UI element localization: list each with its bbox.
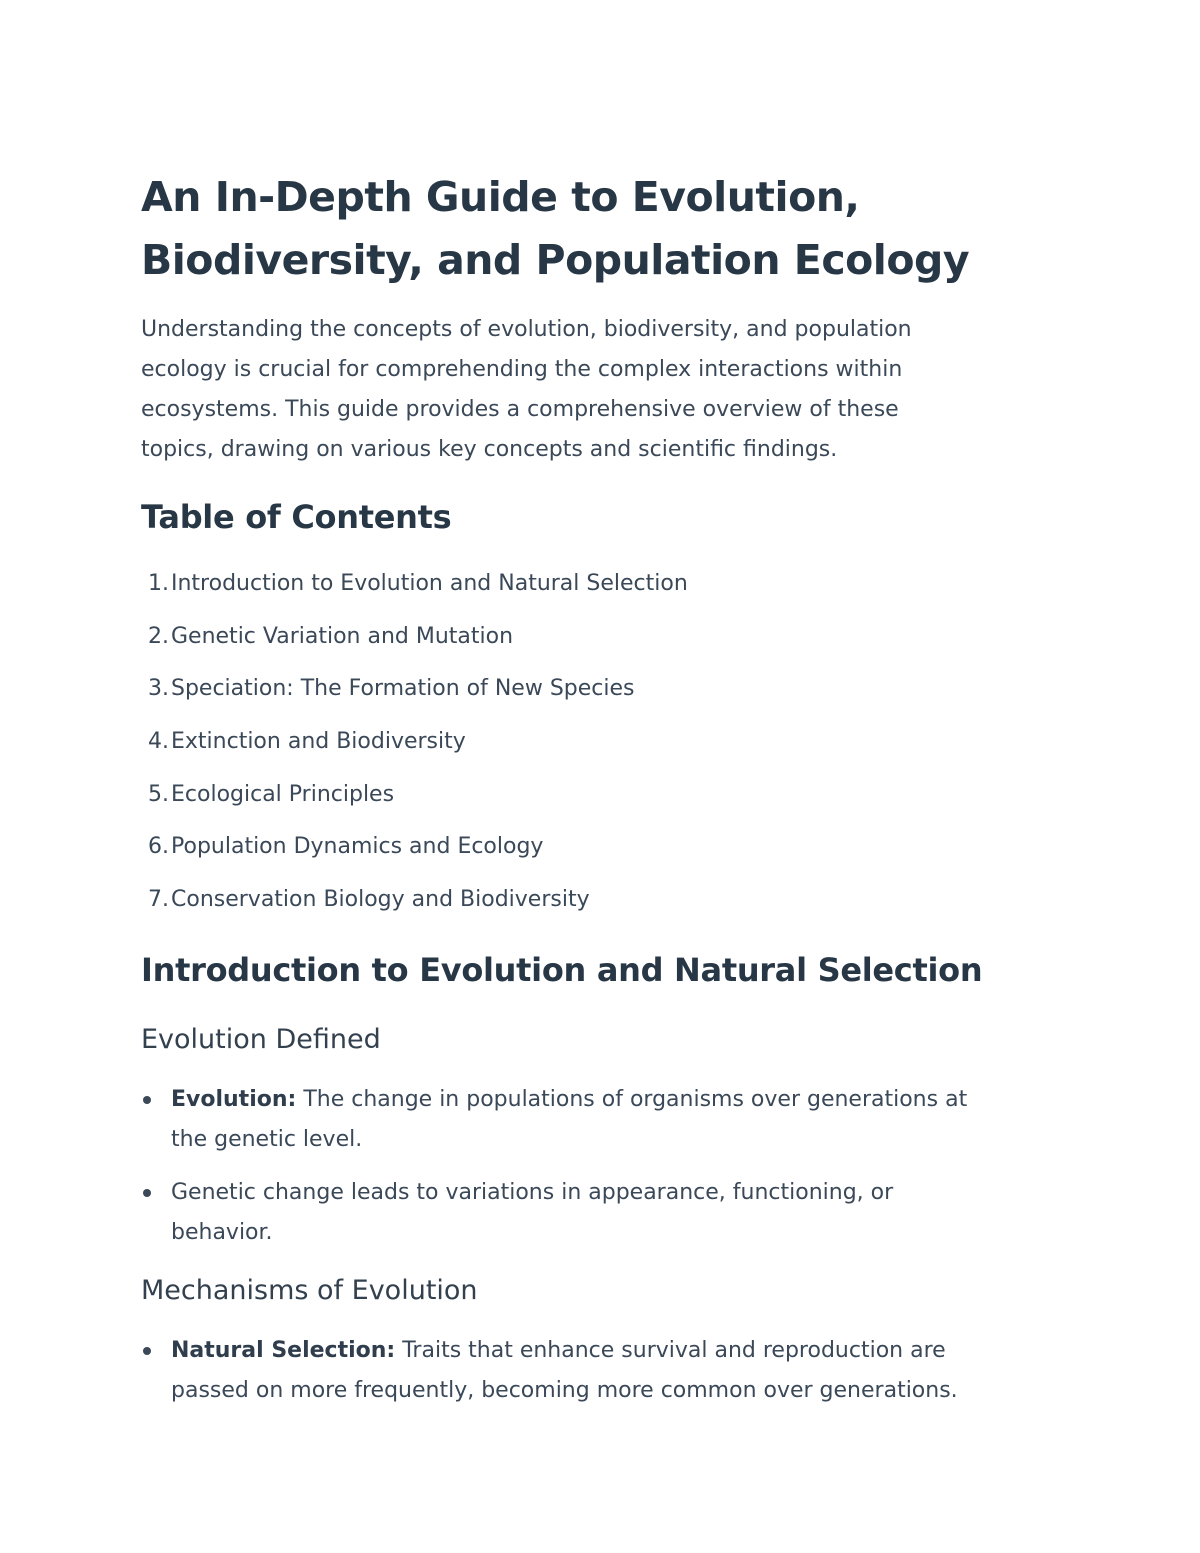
toc-item-label: Conservation Biology and Biodiversity <box>171 887 590 913</box>
subsection-heading: Mechanisms of Evolution <box>141 1275 478 1306</box>
section-heading: Introduction to Evolution and Natural Selection <box>141 951 983 989</box>
toc-item-label: Speciation: The Formation of New Species <box>171 676 635 702</box>
bullet-term: Evolution: <box>171 1087 297 1112</box>
intro-line-1: Understanding the concepts of evolution, biodiversity, and population <box>141 317 912 342</box>
toc-item-number: 2. <box>148 623 169 649</box>
bullet-term: Natural Selection: <box>171 1338 396 1363</box>
bullet-line-2: behavior. <box>171 1220 273 1245</box>
toc-item-number: 3. <box>148 676 169 702</box>
intro-line-3: ecosystems. This guide provides a comprehensive overview of these <box>141 397 899 422</box>
title-line-2: Biodiversity, and Population Ecology <box>141 236 970 284</box>
toc-item-number: 1. <box>148 571 169 596</box>
intro-line-4: topics, drawing on various key concepts and scientific findings. <box>141 437 838 462</box>
bullet-icon <box>143 1347 151 1355</box>
bullet-line-1: Genetic change leads to variations in appearance, functioning, or <box>171 1180 894 1205</box>
bullet-icon <box>143 1189 151 1197</box>
bullet-line-2: passed on more frequently, becoming more common over generations. <box>171 1378 958 1403</box>
toc-item <box>141 827 688 880</box>
document-title <box>141 166 1061 292</box>
list-item <box>141 1080 1061 1160</box>
bullet-line-1 <box>171 1080 1061 1120</box>
toc-item-number: 5. <box>148 781 169 807</box>
title-line-1: An In-Depth Guide to Evolution, <box>141 173 860 221</box>
toc-item <box>141 775 688 828</box>
toc-item-label: Genetic Variation and Mutation <box>171 623 514 649</box>
toc-item <box>141 722 688 775</box>
toc-item-number: 6. <box>148 834 169 860</box>
bullet-text: The change in populations of organisms over generations at <box>296 1087 968 1112</box>
toc-item <box>141 617 688 670</box>
bullet-line-1 <box>171 1331 1061 1371</box>
intro-paragraph <box>141 310 1061 470</box>
bullet-text: Traits that enhance survival and reproduction are <box>395 1338 946 1363</box>
bullet-list <box>141 1080 1061 1266</box>
toc-item-number: 4. <box>148 729 169 755</box>
toc-item <box>141 669 688 722</box>
toc-heading: Table of Contents <box>141 498 452 536</box>
subsection-heading: Evolution Defined <box>141 1024 381 1055</box>
list-item <box>141 1331 1061 1411</box>
toc-item-label: Introduction to Evolution and Natural Selection <box>171 571 688 596</box>
bullet-icon <box>143 1096 151 1104</box>
bullet-line-2: the genetic level. <box>171 1127 363 1152</box>
toc-item <box>141 880 688 933</box>
toc-item <box>141 564 688 617</box>
toc-item-label: Population Dynamics and Ecology <box>171 834 544 860</box>
toc-item-label: Ecological Principles <box>171 781 395 807</box>
intro-line-2: ecology is crucial for comprehending the complex interactions within <box>141 357 903 382</box>
table-of-contents <box>141 564 688 933</box>
toc-item-number: 7. <box>148 887 169 913</box>
toc-item-label: Extinction and Biodiversity <box>171 729 466 755</box>
bullet-list <box>141 1331 1061 1424</box>
list-item <box>141 1173 1061 1253</box>
